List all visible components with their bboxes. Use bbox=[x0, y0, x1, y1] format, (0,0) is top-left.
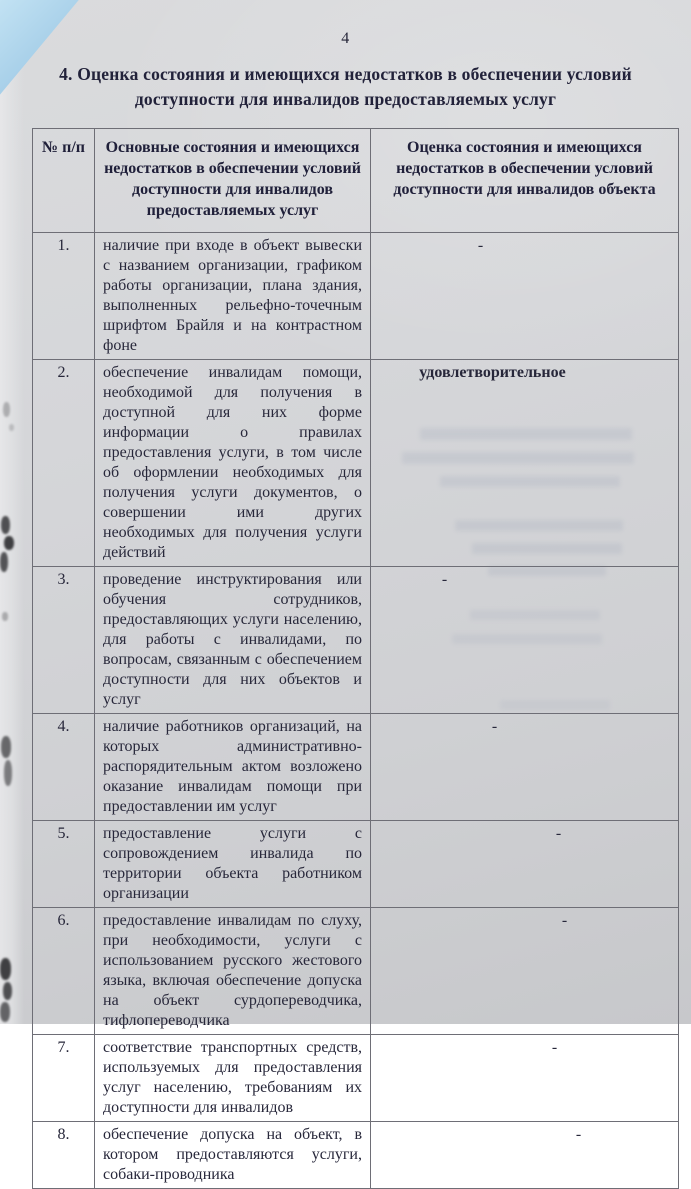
row-number: 3. bbox=[33, 567, 95, 714]
row-description: обеспечение инвалидам помощи, необходимой для получения в доступной для них форме информации о правилах предоставления услуги, в том числе об оформлении необходимых для получения услуги документов, о совершении ими других необходимых для получения услуги действий bbox=[95, 360, 371, 567]
table-row bbox=[33, 821, 679, 908]
row-description: наличие работников организаций, на которых административно-распорядительным актом возложено оказание инвалидам помощи при предоставлении им услуг bbox=[95, 714, 371, 821]
row-number: 2. bbox=[33, 360, 95, 567]
row-number: 4. bbox=[33, 714, 95, 821]
row-assessment bbox=[371, 360, 679, 567]
row-assessment bbox=[371, 714, 679, 821]
row-assessment bbox=[371, 233, 679, 360]
assessment-value: - bbox=[491, 718, 498, 735]
binding-smudge bbox=[3, 402, 10, 417]
table-row bbox=[33, 567, 679, 714]
row-assessment bbox=[371, 1035, 679, 1122]
row-assessment bbox=[371, 821, 679, 908]
assessment-value: - bbox=[575, 1126, 582, 1143]
table-row bbox=[33, 908, 679, 1035]
row-description: соответствие транспортных средств, используемых для предоставления услуг населению, требованиям их доступности для инвалидов bbox=[95, 1035, 371, 1122]
assessment-value: - bbox=[551, 1039, 558, 1056]
page-edge-strip bbox=[0, 0, 24, 1024]
binding-smudge bbox=[2, 612, 8, 621]
binding-smudge bbox=[1, 736, 11, 758]
binding-smudge bbox=[0, 552, 8, 572]
row-assessment bbox=[371, 567, 679, 714]
table-row bbox=[33, 714, 679, 821]
binding-smudge bbox=[1, 516, 10, 534]
section-title: 4. Оценка состояния и имеющихся недостатков в обеспечении условий доступности для инвалидов предоставляемых услуг bbox=[59, 64, 632, 110]
table-row bbox=[33, 1122, 679, 1189]
table-row bbox=[33, 233, 679, 360]
row-description: обеспечение допуска на объект, в котором предоставляются услуги, собаки-проводника bbox=[95, 1122, 371, 1189]
binding-smudge bbox=[0, 958, 11, 980]
row-assessment bbox=[371, 908, 679, 1035]
table-row bbox=[33, 1035, 679, 1122]
row-number: 8. bbox=[33, 1122, 95, 1189]
row-description: наличие при входе в объект вывески с названием организации, графиком работы организации, плана здания, выполненных рельефно-точечным шрифтом Брайля и на контрастном фоне bbox=[95, 233, 371, 360]
assessment-value: - bbox=[477, 237, 484, 254]
row-description: предоставление услуги с сопровождением инвалида по территории объекта работником организации bbox=[95, 821, 371, 908]
assessment-value: - bbox=[441, 571, 448, 588]
assessment-value: удовлетворительное bbox=[419, 364, 566, 381]
row-number: 5. bbox=[33, 821, 95, 908]
header-row-number: № п/п bbox=[33, 129, 95, 233]
page-number: 4 bbox=[341, 30, 350, 47]
row-number: 6. bbox=[33, 908, 95, 1035]
row-assessment bbox=[371, 1122, 679, 1189]
binding-smudge bbox=[4, 536, 14, 550]
assessment-value: - bbox=[561, 912, 568, 929]
accessibility-assessment-table bbox=[32, 128, 679, 1189]
table-row bbox=[33, 360, 679, 567]
table-header-row bbox=[33, 129, 679, 233]
binding-smudge bbox=[0, 1002, 10, 1022]
binding-smudge bbox=[9, 424, 14, 431]
row-description: предоставление инвалидам по слуху, при необходимости, услуги с использованием русского жестового языка, включая обеспечение допуска на объект сурдопереводчика, тифлопереводчика bbox=[95, 908, 371, 1035]
binding-smudge bbox=[4, 760, 12, 786]
header-conditions: Основные состояния и имеющихся недостатков в обеспечении условий доступности для инвалидов предоставляемых услуг bbox=[95, 129, 371, 233]
binding-smudge bbox=[3, 982, 12, 1000]
row-number: 7. bbox=[33, 1035, 95, 1122]
row-description: проведение инструктирования или обучения сотрудников, предоставляющих услуги населению, для работы с инвалидами, по вопросам, связанным с обеспечением доступности для них объектов и услуг bbox=[95, 567, 371, 714]
row-number: 1. bbox=[33, 233, 95, 360]
assessment-value: - bbox=[555, 825, 562, 842]
header-assessment: Оценка состояния и имеющихся недостатков в обеспечении условий доступности для инвалидов объекта bbox=[371, 129, 679, 233]
